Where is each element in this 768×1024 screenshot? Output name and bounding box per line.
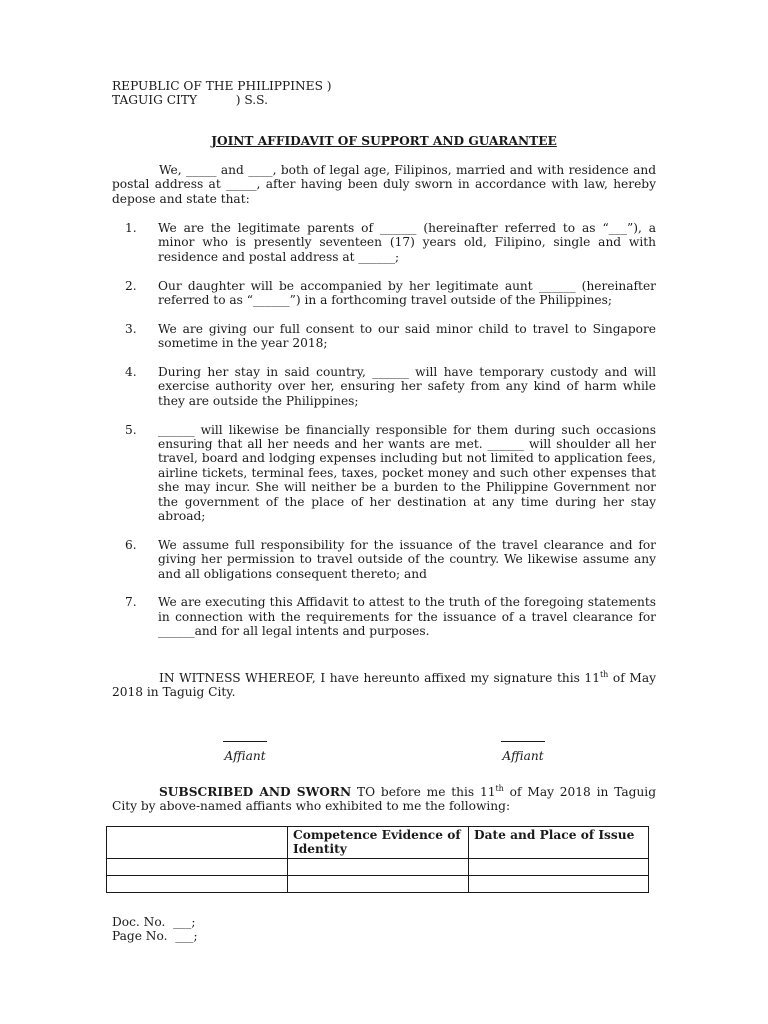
jurat-text-start: TO before me this 11 [351, 785, 496, 799]
statement-number: 4. [125, 365, 137, 380]
document-title: JOINT AFFIDAVIT OF SUPPORT AND GUARANTEE [211, 134, 557, 148]
statement-number: 2. [125, 278, 137, 293]
witness-text-end: of May 2018 in Taguig City. [112, 671, 656, 700]
statement-item [112, 423, 656, 524]
affiant-signature-left [205, 731, 285, 764]
signature-line [501, 735, 545, 742]
table-cell [107, 858, 288, 875]
statement-text: We assume full responsibility for the issuance of the travel clearance and for giving her permission to travel outside of the country. We likewise assume any and all obligations consequent thereto; and [158, 537, 656, 581]
statement-number: 1. [125, 221, 137, 235]
statement-number: 5. [125, 422, 137, 437]
statement-item [112, 595, 656, 638]
statement-text: We are the legitimate parents of ______ (hereinafter referred to as “___”), a minor who is presently seventeen (17) years old, Filipino, single and with residence and postal address at ______; [158, 221, 656, 264]
intro-paragraph: We, _____ and ____, both of legal age, Filipinos, married and with residence and postal address at _____, after having been duly sworn in accordance with law, hereby depose and state that: [112, 163, 656, 206]
witness-date-suffix: th [599, 669, 609, 679]
witness-paragraph [112, 671, 656, 700]
table-row [107, 875, 649, 892]
statement-item [112, 279, 656, 308]
statement-item [112, 322, 656, 351]
table-header-cell [107, 827, 288, 859]
doc-number: Doc. No. ___; [112, 915, 196, 929]
signature-line [223, 735, 267, 742]
page-number: Page No. ___; [112, 929, 198, 944]
notarial-register [112, 915, 198, 944]
statement-item [112, 221, 656, 264]
statement-item [112, 365, 656, 408]
table-cell [288, 875, 469, 892]
venue-republic: REPUBLIC OF THE PHILIPPINES ) [112, 79, 332, 93]
table-header-cell: Competence Evidence of Identity [288, 827, 469, 859]
statement-text: During her stay in said country, ______ will have temporary custody and will exercise authority over her, ensuring her safety from any kind of harm while they are outside the Philippines; [158, 365, 656, 408]
statement-number: 3. [125, 321, 137, 336]
statement-text: We are giving our full consent to our said minor child to travel to Singapore sometime in the year 2018; [158, 321, 656, 351]
statement-number: 7. [125, 595, 137, 610]
table-cell [107, 875, 288, 892]
affiant-label: Affiant [502, 749, 544, 764]
jurat-text-end: of May 2018 in Taguig City by above-named affiants who exhibited to me the following: [112, 785, 656, 814]
table-cell [469, 858, 649, 875]
jurat-paragraph [112, 785, 656, 814]
statement-text: We are executing this Affidavit to attest to the truth of the foregoing statements in connection with the requirements for the issuance of a travel clearance for ______and for all legal intents and purposes. [158, 595, 656, 639]
table-cell [288, 858, 469, 875]
jurat-bold-phrase: SUBSCRIBED AND SWORN [159, 785, 352, 799]
id-evidence-table [106, 826, 649, 893]
venue-city: TAGUIG CITY ) S.S. [112, 93, 268, 108]
table-cell [469, 875, 649, 892]
affiant-label: Affiant [224, 749, 266, 764]
statement-item [112, 538, 656, 581]
table-row [107, 858, 649, 875]
table-header-cell: Date and Place of Issue [469, 827, 649, 859]
statement-text: ______ will likewise be financially responsible for them during such occasions ensuring that all her needs and her wants are met. ______ will shoulder all her travel, board and lodging expenses including but not limited to application fees, airline tickets, terminal fees, taxes, pocket money and such other expenses that she may incur. She will neither be a burden to the Philippine Government nor the government of the place of her destination at any time during her stay abroad; [158, 422, 656, 524]
witness-text-start: IN WITNESS WHEREOF, I have hereunto affixed my signature this 11 [159, 671, 600, 685]
venue-caption [112, 79, 332, 108]
statement-text: Our daughter will be accompanied by her legitimate aunt ______ (hereinafter referred to as “______”) in a forthcoming travel outside of the Philippines; [158, 278, 656, 308]
table-header-row [107, 827, 649, 859]
statement-number: 6. [125, 537, 137, 552]
statement-list [112, 221, 656, 653]
jurat-date-suffix: th [495, 783, 504, 793]
affiant-signature-right [483, 731, 563, 764]
